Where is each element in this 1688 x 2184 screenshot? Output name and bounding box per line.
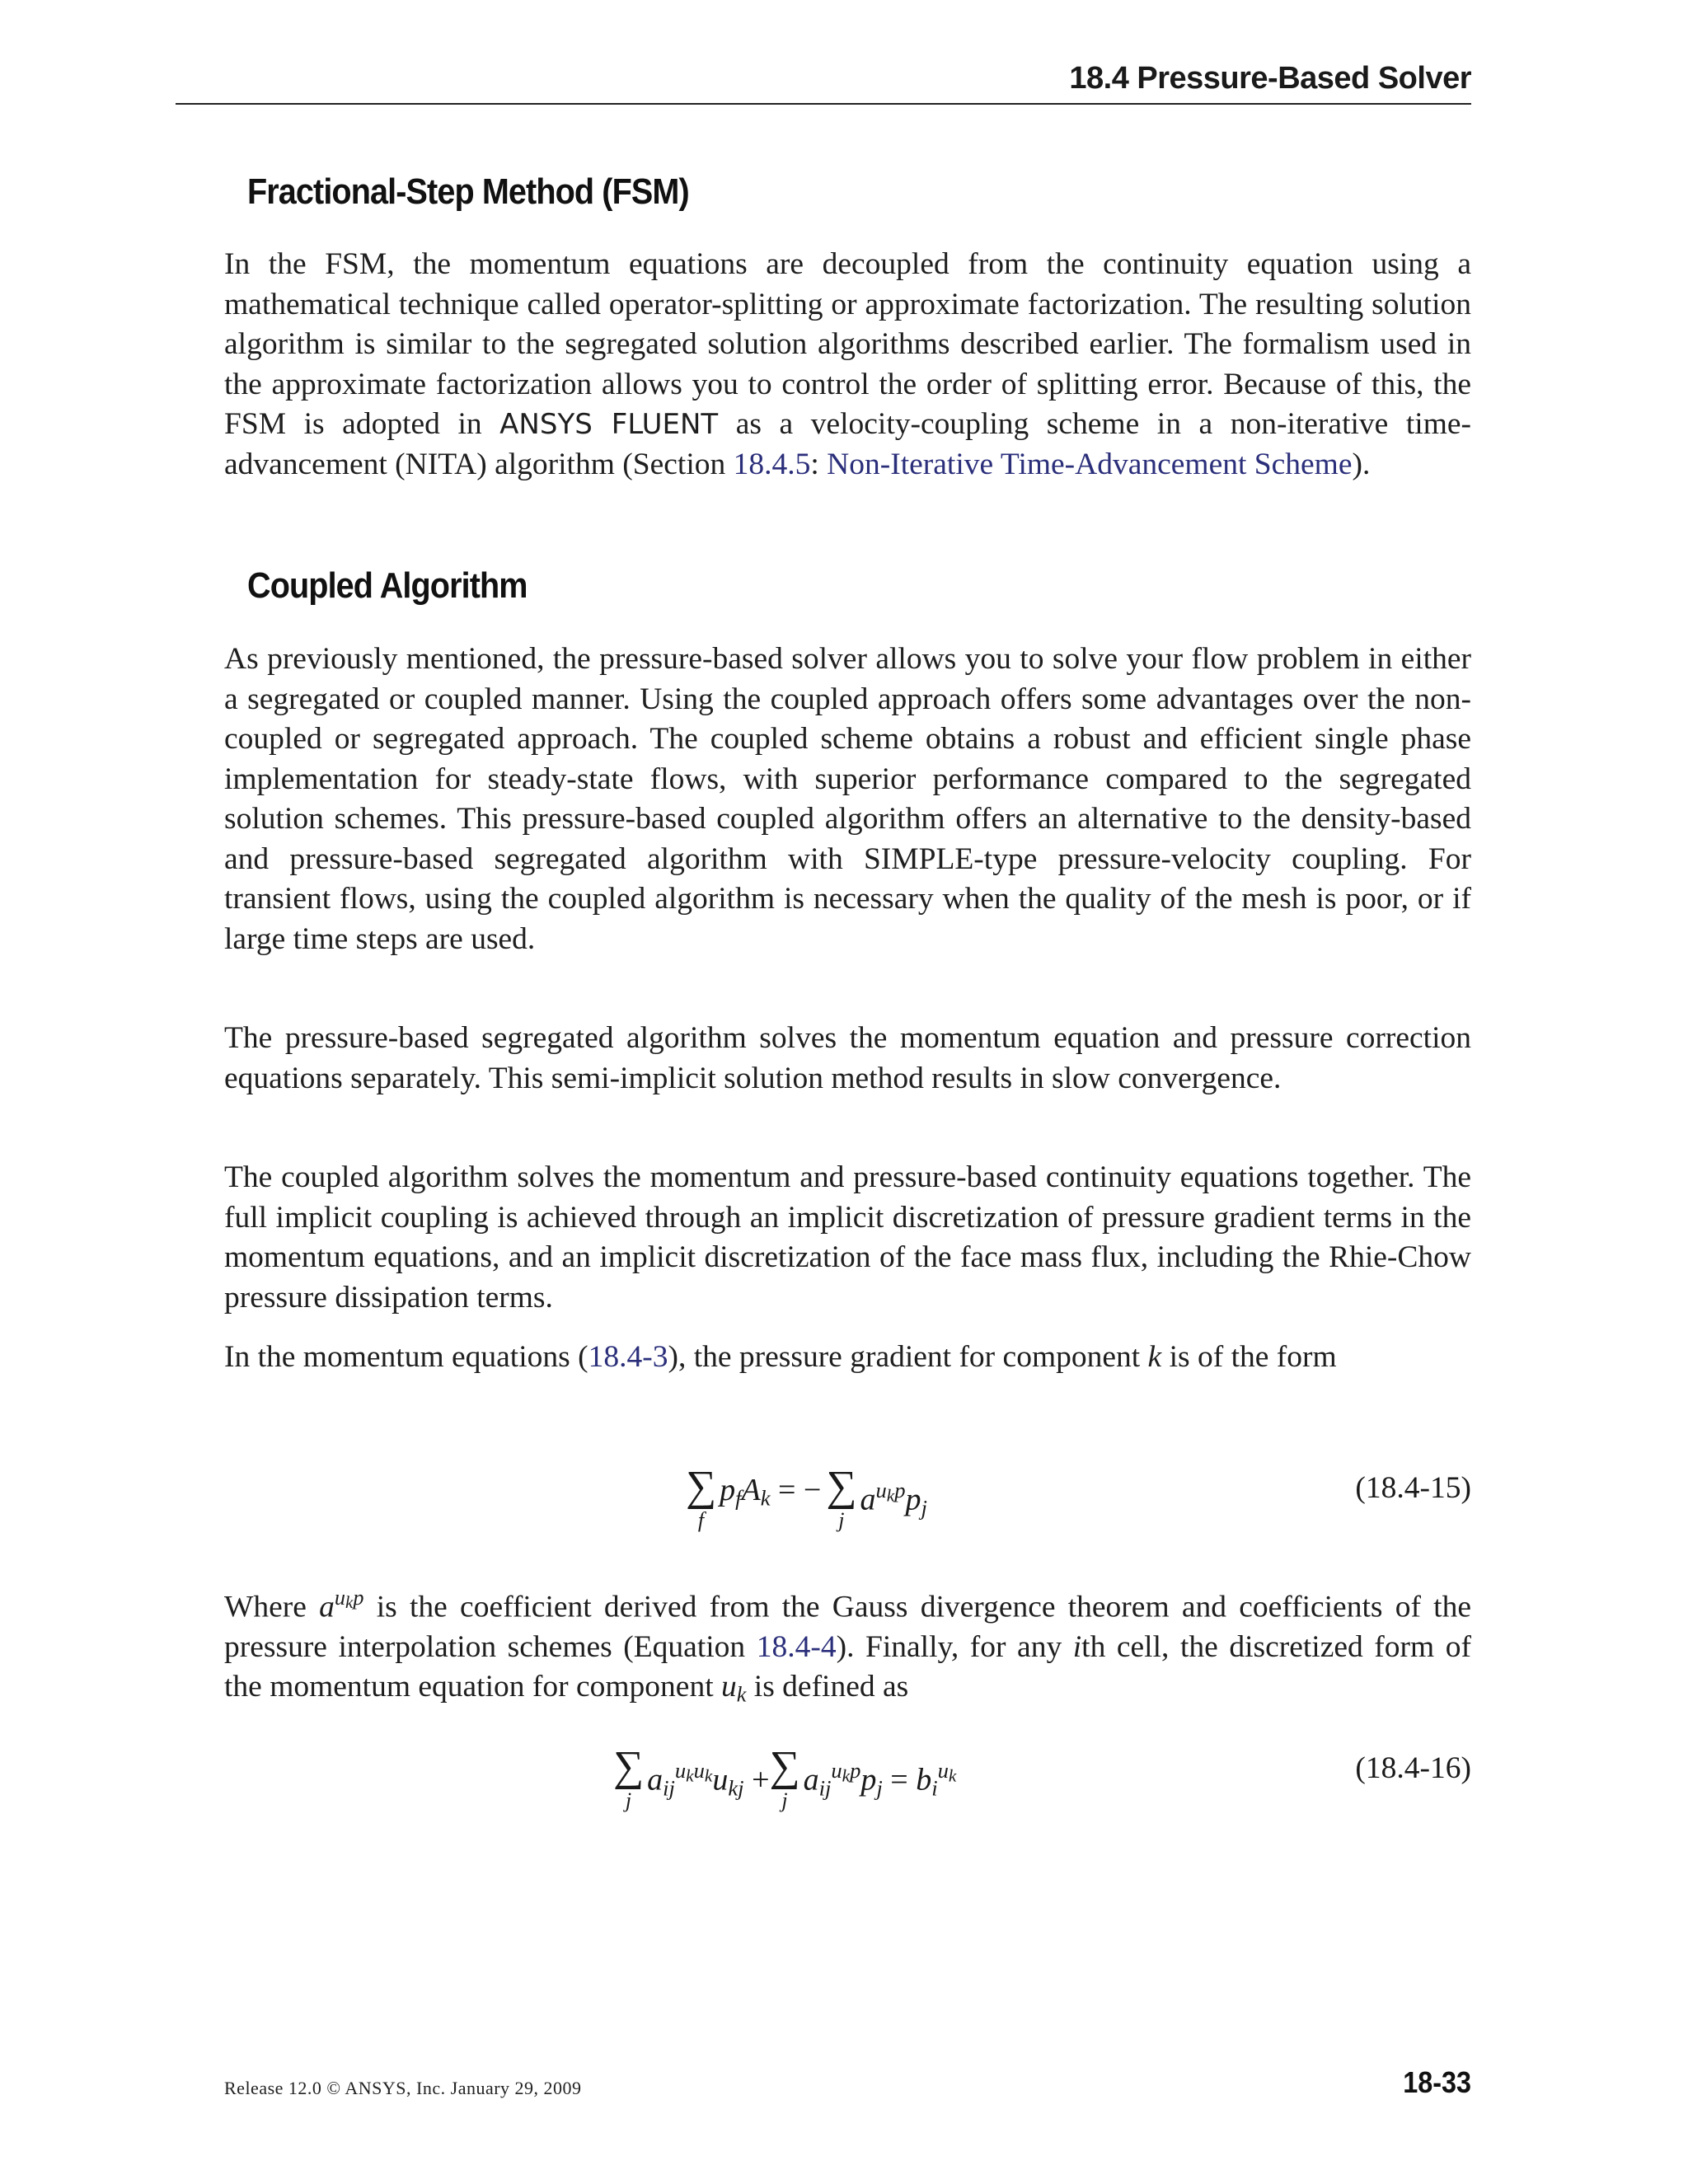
math-var: a <box>860 1482 876 1517</box>
text-run: is defined as <box>746 1670 909 1704</box>
section-title-coupled: Coupled Algorithm <box>247 565 528 606</box>
sum-index: j <box>781 1788 788 1812</box>
sigma-symbol: ∑ <box>686 1463 717 1510</box>
math-var: u <box>693 1758 705 1783</box>
section-title-fsm: Fractional-Step Method (FSM) <box>247 171 689 212</box>
coupled-paragraph-4 <box>224 1338 1471 1378</box>
text-run: ). <box>1352 447 1371 481</box>
math-var: p <box>353 1586 364 1610</box>
math-sub: k <box>686 1765 694 1786</box>
sum-index: f <box>697 1508 705 1532</box>
equation-18-4-16 <box>224 1743 1471 1828</box>
coupled-paragraph-5 <box>224 1578 1471 1716</box>
rhs-term <box>860 1465 926 1529</box>
equation-ref-link[interactable]: 18.4-3 <box>588 1340 668 1374</box>
page-number: 18-33 <box>1403 2065 1471 2099</box>
math-var: u <box>937 1758 949 1783</box>
sum-index: j <box>838 1508 845 1532</box>
equation-18-4-15 <box>224 1465 1471 1548</box>
sigma-symbol: ∑ <box>613 1743 645 1790</box>
summation <box>613 1743 645 1813</box>
math-var: u <box>334 1586 346 1610</box>
section-title-link[interactable]: Non-Iterative Time-Advancement Scheme <box>827 447 1353 481</box>
sigma-symbol: ∑ <box>826 1463 857 1510</box>
text-run: ). Finally, for any <box>836 1629 1073 1664</box>
term-2 <box>804 1746 957 1809</box>
lhs-term <box>720 1465 821 1520</box>
math-var: p <box>860 1762 877 1797</box>
text-run: ), the pressure gradient for component <box>668 1340 1148 1374</box>
math-var: k <box>1147 1340 1162 1374</box>
math-var: a <box>647 1762 663 1797</box>
math-sub: ij <box>663 1775 675 1801</box>
math-operator: + <box>743 1762 770 1797</box>
text-run: is the coefficient derived from the Gauss divergence theorem and coefficients of the pressure interpolation schemes (Equation <box>224 1590 1471 1664</box>
math-var: i <box>1072 1629 1082 1664</box>
math-sub: k <box>736 1683 747 1707</box>
text-run: In the FSM, the momentum equations are decoupled from the continuity equation using a mathematical technique called operator-splitting or approximate factorization. The resulting solution algorithm is similar to the segregated solution algorithms described earlier. The formalism used in the approximate factorization allows you to control the order of splitting error. Because of this, the FSM is adopted in <box>224 247 1471 441</box>
sigma-symbol: ∑ <box>769 1743 800 1790</box>
math-sup <box>875 1478 906 1506</box>
equation-ref-link[interactable]: 18.4-4 <box>756 1629 837 1664</box>
math-var: p <box>894 1478 906 1502</box>
math-sup <box>334 1586 364 1613</box>
text-run: is of the form <box>1161 1340 1337 1374</box>
math-sub: k <box>345 1592 354 1613</box>
coupled-paragraph-1: As previously mentioned, the pressure-based solver allows you to solve your flow problem in either a segregated or coupled manner. Using the coupled approach offers some advantages over the non-coupled or segregated approach. The coupled scheme obtains a robust and efficient single phase implementation for steady-state flows, with superior performance compared to the segregated solution schemes. This pressure-based coupled algorithm offers an alternative to the density-based and pressure-based segregated algorithm with SIMPLE-type pressure-velocity coupling. For transient flows, using the coupled algorithm is necessary when the quality of the mesh is poor, or if large time steps are used. <box>224 642 1471 956</box>
math-sub: f <box>735 1485 742 1511</box>
text-run: th cell, the discretized form of the momentum equation for component <box>224 1629 1471 1704</box>
term-1 <box>647 1746 769 1809</box>
math-sub: j <box>921 1495 927 1521</box>
section-ref-link[interactable]: 18.4.5 <box>733 447 811 481</box>
math-var: a <box>803 1762 819 1797</box>
math-var: p <box>905 1482 921 1517</box>
text-run: : <box>810 447 828 481</box>
text-run: In the momentum equations ( <box>224 1340 588 1374</box>
math-sub: k <box>948 1765 957 1786</box>
math-operator: = − <box>770 1473 822 1507</box>
math-operator: = <box>882 1762 917 1797</box>
math-sub: kj <box>728 1775 744 1801</box>
math-var: b <box>916 1762 932 1797</box>
math-var: u <box>875 1478 887 1502</box>
math-sub: i <box>931 1775 938 1801</box>
summation <box>686 1465 716 1533</box>
text-run: Where <box>224 1590 320 1624</box>
equation-body <box>613 1743 957 1813</box>
math-sup <box>674 1758 713 1786</box>
equation-number: (18.4-15) <box>1355 1471 1471 1505</box>
math-sub: k <box>704 1765 713 1786</box>
coupled-paragraph-2: The pressure-based segregated algorithm solves the momentum equation and pressure correction equations separately. This semi-implicit solution method results in slow convergence. <box>224 1021 1471 1095</box>
math-sup <box>831 1758 861 1786</box>
sum-index: j <box>625 1788 632 1812</box>
math-sub: j <box>876 1775 883 1801</box>
math-sub: k <box>760 1485 771 1511</box>
math-var: u <box>674 1758 687 1783</box>
summation <box>826 1465 856 1533</box>
math-sup <box>937 1758 957 1786</box>
text-run: as a velocity-coupling scheme in a non-iterative time-advancement (NITA) algorithm (Section <box>224 407 1471 481</box>
product-name: ANSYS FLUENT <box>499 408 719 441</box>
math-var: u <box>721 1670 737 1704</box>
math-sub: k <box>842 1765 851 1786</box>
fsm-paragraph <box>224 245 1471 485</box>
math-sub: k <box>886 1485 895 1506</box>
math-var: a <box>319 1590 335 1624</box>
math-var: A <box>741 1473 761 1507</box>
math-var: u <box>831 1758 842 1783</box>
running-head: 18.4 Pressure-Based Solver <box>176 61 1471 105</box>
math-var: p <box>850 1758 861 1783</box>
coupled-paragraph-3: The coupled algorithm solves the momentum and pressure-based continuity equations together. The full implicit coupling is achieved through an implicit discretization of pressure gradient terms in the momentum equations, and an implicit discretization of the face mass flux, including the Rhie-Chow pressure dissipation terms. <box>224 1160 1471 1315</box>
equation-number: (18.4-16) <box>1355 1751 1471 1785</box>
summation <box>769 1743 800 1813</box>
equation-body <box>686 1465 927 1533</box>
math-var: p <box>720 1473 736 1507</box>
math-var: u <box>712 1762 729 1797</box>
math-sub: ij <box>818 1775 832 1801</box>
footer-release: Release 12.0 © ANSYS, Inc. January 29, 2009 <box>224 2078 582 2098</box>
